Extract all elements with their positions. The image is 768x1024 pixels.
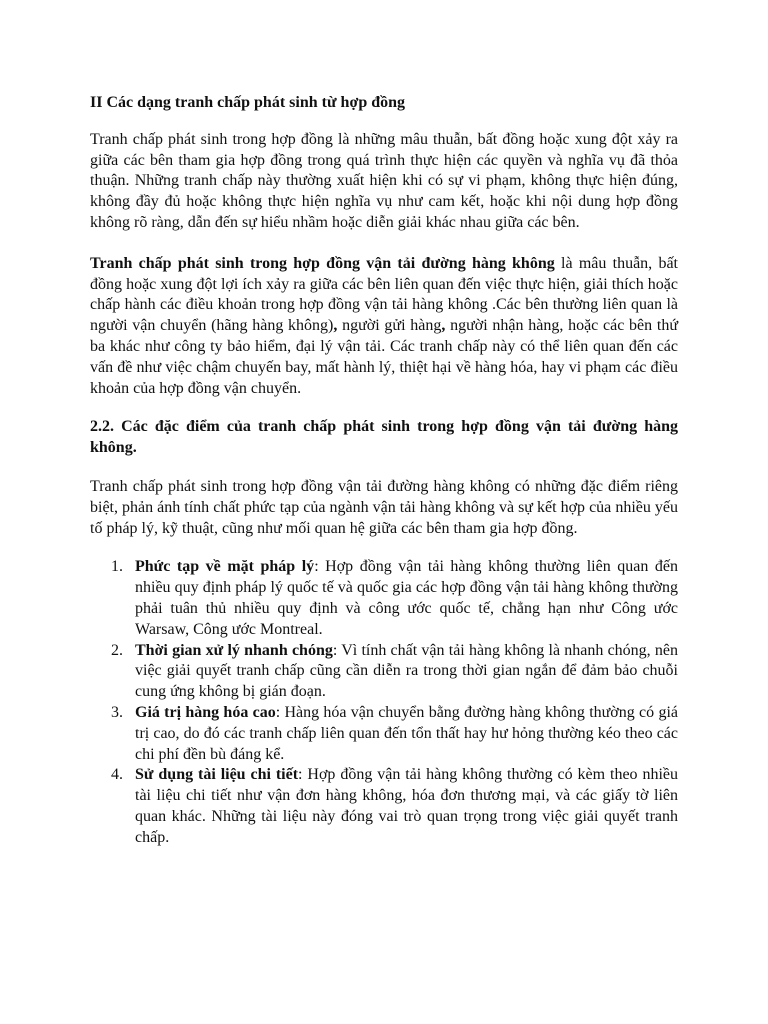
list-item-text: : Vì tính chất vận tải hàng không là nhanh chóng, nên việc giải quyết tranh chấp cũng cần diễn ra trong thời gian ngắn để đảm bảo chuỗi cung ứng không bị gián đoạn. — [135, 641, 678, 701]
definition-comma-1: , — [333, 317, 338, 335]
list-item-text: : Hợp đồng vận tải hàng không thường liên quan đến nhiều quy định pháp lý quốc tế và quốc gia các hợp đồng vận tải hàng không thường phải tuân thủ nhiều quy định và công ước quốc tế, chẳng hạn như Công ước Warsaw, Công ước Montreal. — [135, 558, 678, 638]
list-item — [90, 703, 678, 765]
list-item-number: 3. — [111, 703, 123, 721]
definition-bold-lead: Tranh chấp phát sinh trong hợp đồng vận tải đường hàng không — [90, 254, 555, 272]
definition-text-1: là mâu thuẫn, bất đồng hoặc xung đột lợi ích xảy ra giữa các bên liên quan đến việc thực hiện, giải thích hoặc chấp hành các điều khoản trong hợp đồng vận tải hàng không .Các bên thường liên quan là người vận chuyển (hãng hàng không) — [90, 254, 678, 335]
subsection-heading: 2.2. Các đặc điểm của tranh chấp phát sinh trong hợp đồng vận tải đường hàng không. — [90, 418, 678, 457]
list-item-number: 2. — [111, 641, 123, 659]
list-item-term: Phức tạp về mặt pháp lý — [135, 558, 315, 576]
list-item-number: 1. — [111, 558, 123, 576]
definition-comma-2: , — [441, 317, 446, 335]
features-intro-paragraph: Tranh chấp phát sinh trong hợp đồng vận tải đường hàng không có những đặc điểm riêng biệt, phản ánh tính chất phức tạp của ngành vận tải hàng không và sự kết hợp của nhiều yếu tố pháp lý, kỹ thuật, cũng như mối quan hệ giữa các bên tham gia hợp đồng. — [90, 477, 678, 537]
features-list — [90, 557, 678, 848]
list-item — [90, 557, 678, 640]
list-item — [90, 765, 678, 848]
list-item-term: Giá trị hàng hóa cao — [135, 703, 276, 721]
document-page — [90, 93, 678, 849]
definition-text-3: người nhận hàng, hoặc các bên thứ ba khác như công ty bảo hiểm, đại lý vận tải. Các tranh chấp này có thể liên quan đến các vấn đề như việc chậm chuyến bay, mất hành lý, thiệt hại về hàng hóa, hay vi phạm các điều khoản của hợp đồng vận chuyển. — [90, 317, 678, 397]
list-item-text: : Hợp đồng vận tải hàng không thường có kèm theo nhiều tài liệu chi tiết như vận đơn hàng không, hóa đơn thương mại, và các giấy tờ liên quan khác. Những tài liệu này đóng vai trò quan trọng trong việc giải quyết tranh chấp. — [135, 766, 678, 846]
list-item-text: : Hàng hóa vận chuyển bằng đường hàng không thường có giá trị cao, do đó các tranh chấp liên quan đến tổn thất hay hư hỏng thường kéo theo các chi phí đền bù đáng kể. — [135, 703, 679, 763]
definition-paragraph — [90, 254, 678, 400]
list-item-term: Sử dụng tài liệu chi tiết — [135, 766, 299, 784]
list-item-number: 4. — [111, 766, 123, 784]
list-item — [90, 641, 678, 703]
intro-paragraph: Tranh chấp phát sinh trong hợp đồng là những mâu thuẫn, bất đồng hoặc xung đột xảy ra giữa các bên tham gia hợp đồng trong quá trình thực hiện các quyền và nghĩa vụ đã thỏa thuận. Những tranh chấp này thường xuất hiện khi có sự vi phạm, không thực hiện đúng, không đầy đủ hoặc không thực hiện nghĩa vụ như cam kết, hoặc khi nội dung hợp đồng không rõ ràng, dẫn đến sự hiểu nhầm hoặc diễn giải khác nhau giữa các bên. — [90, 130, 678, 231]
section-heading: II Các dạng tranh chấp phát sinh từ hợp đồng — [90, 94, 406, 111]
list-item-term: Thời gian xử lý nhanh chóng — [135, 641, 333, 659]
definition-text-2: người gửi hàng — [337, 317, 442, 335]
